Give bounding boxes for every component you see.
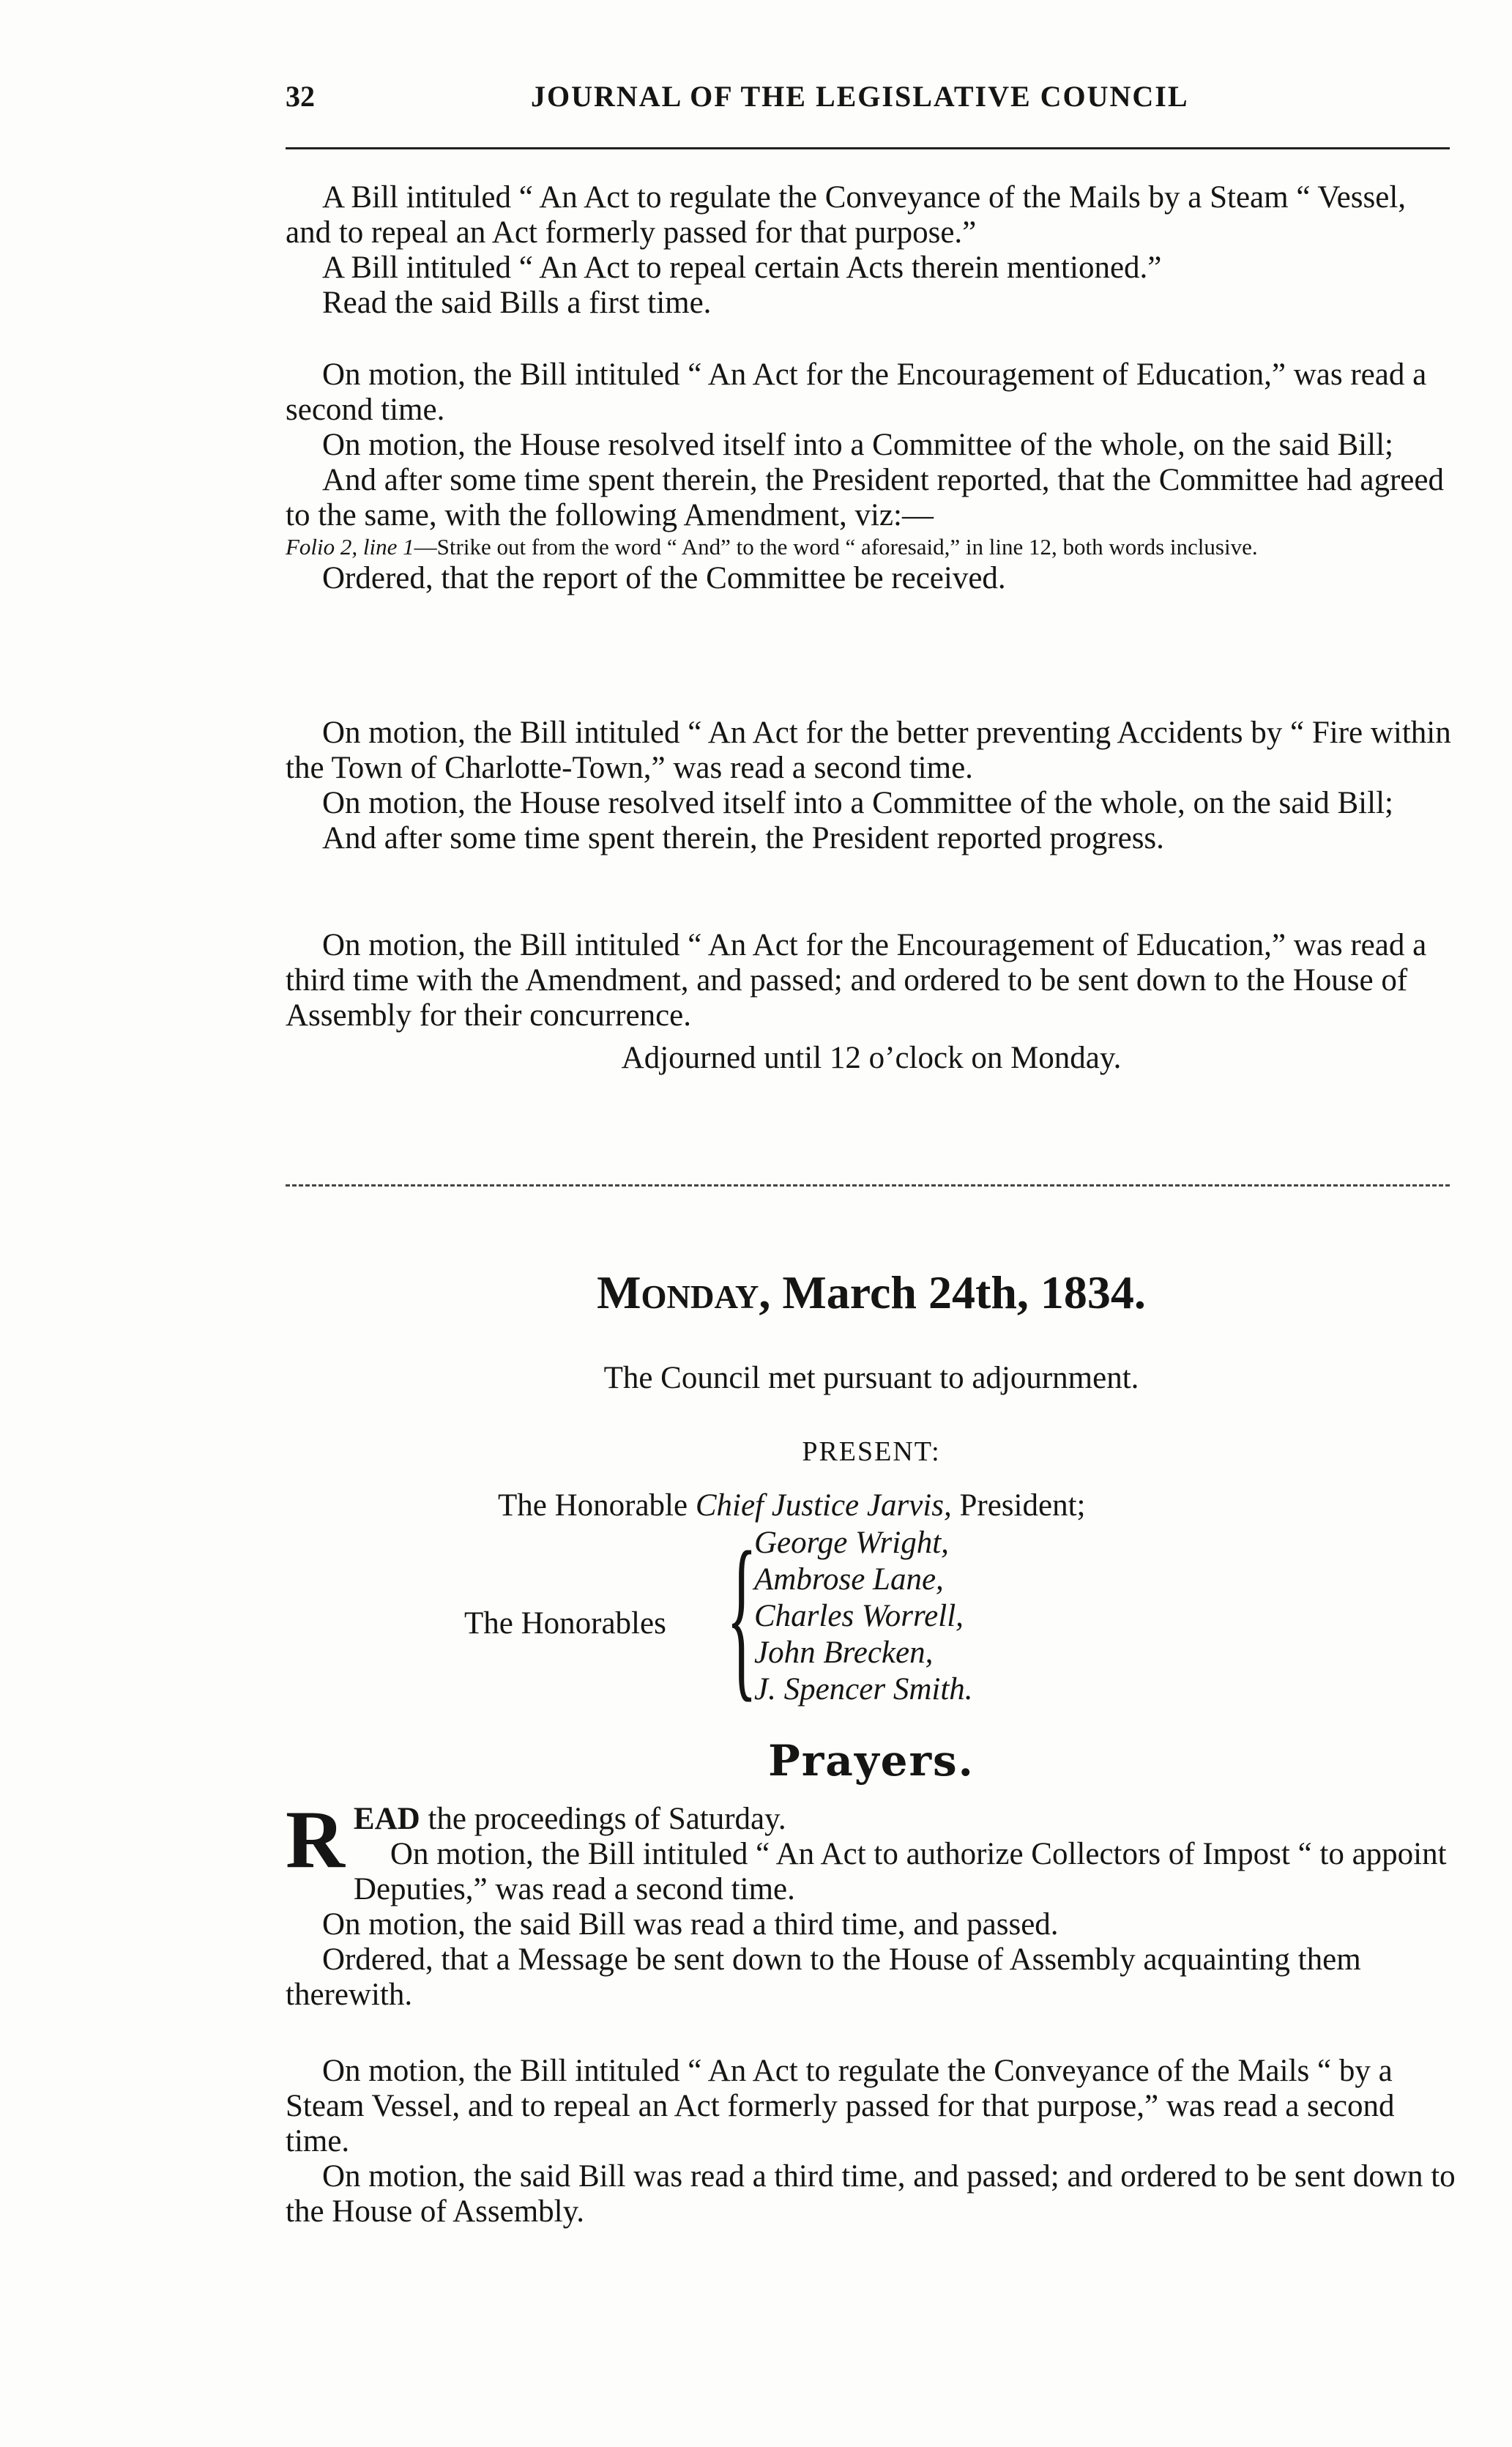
section-divider xyxy=(286,1184,1450,1187)
member-name: John Brecken, xyxy=(754,1635,934,1670)
paragraph: And after some time spent therein, the President reported, that the Committee had agreed to the same, with the following Amendment, viz:— xyxy=(286,463,1444,532)
education-bill-third-reading xyxy=(286,928,1457,1076)
journal-title: JOURNAL OF THE LEGISLATIVE COUNCIL xyxy=(531,80,1189,113)
education-bill-second-reading xyxy=(286,357,1457,596)
paragraph: On motion, the said Bill was read a third time, and passed. xyxy=(322,1907,1059,1942)
paragraph: On motion, the Bill intituled “ An Act to authorize Collectors of Impost “ to appoint Deputies,” was read a second time. xyxy=(353,1837,1447,1906)
running-head xyxy=(286,79,1450,123)
read-word: EAD xyxy=(353,1802,420,1836)
prayers-heading: Prayers. xyxy=(768,1736,975,1786)
paragraph: On motion, the Bill intituled “ An Act to regulate the Conveyance of the Mails “ by a Steam Vessel, and to repeal an Act formerly passed for that purpose,” was read a second time. xyxy=(286,2054,1395,2158)
bill-mails: A Bill intituled “ An Act to regulate the Conveyance of the Mails by a Steam “ Vessel, and to repeal an Act formerly passed for that purpose.” xyxy=(286,180,1407,250)
president-line xyxy=(286,1488,1457,1523)
page-number: 32 xyxy=(286,80,315,113)
member-name: J. Spencer Smith. xyxy=(754,1672,973,1707)
bill-repeal: A Bill intituled “ An Act to repeal certain Acts therein mentioned.” xyxy=(322,250,1162,285)
amendment-note xyxy=(286,533,1457,561)
president-name: Chief Justice Jarvis, xyxy=(695,1488,952,1523)
president-suffix: President; xyxy=(959,1488,1086,1523)
honorables-list xyxy=(286,1515,1457,1723)
president-prefix: The Honorable xyxy=(498,1488,688,1523)
paragraph: On motion, the House resolved itself into a Committee of the whole, on the said Bill; xyxy=(322,786,1393,820)
paragraph: On motion, the Bill intituled “ An Act for the better preventing Accidents by “ Fire within the Town of Charlotte-Town,” was read a second time. xyxy=(286,716,1451,785)
paragraph: On motion, the Bill intituled “ An Act for the Encouragement of Education,” was read a third time with the Amendment, and passed; and ordered to be sent down to the House of Assembly for their concurrence. xyxy=(286,928,1427,1033)
header-rule xyxy=(286,147,1450,149)
member-name: George Wright, xyxy=(754,1526,949,1560)
council-met: The Council met pursuant to adjournment. xyxy=(603,1361,1139,1395)
member-name: Ambrose Lane, xyxy=(754,1562,944,1597)
monday-proceedings xyxy=(286,1794,1457,2013)
adjourned-line: Adjourned until 12 o’clock on Monday. xyxy=(621,1041,1122,1075)
mails-bill xyxy=(286,2054,1457,2229)
paragraph: On motion, the Bill intituled “ An Act for the Encouragement of Education,” was read a second time. xyxy=(286,357,1427,427)
paragraph: On motion, the said Bill was read a third time, and passed; and ordered to be sent down to the House of Assembly. xyxy=(286,2159,1456,2229)
honorables-label: The Honorables xyxy=(464,1606,666,1641)
present-label: PRESENT: xyxy=(802,1436,941,1467)
read-rest: the proceedings of Saturday. xyxy=(428,1802,786,1836)
paragraph: And after some time spent therein, the President reported progress. xyxy=(322,821,1164,855)
paragraph: On motion, the House resolved itself into a Committee of the whole, on the said Bill; xyxy=(322,428,1393,462)
bills-introduced xyxy=(286,180,1457,321)
paragraph: Ordered, that a Message be sent down to the House of Assembly acquainting them therewith. xyxy=(286,1942,1361,2012)
amendment-text: —Strike out from the word “ And” to the word “ aforesaid,” in line 12, both words inclusive. xyxy=(414,534,1258,560)
honorables-names xyxy=(754,1525,973,1708)
drop-cap: R xyxy=(286,1794,345,1885)
paragraph: Ordered, that the report of the Committee be received. xyxy=(322,561,1006,595)
folio-ref: Folio 2, line 1 xyxy=(286,534,414,560)
fire-bill xyxy=(286,716,1457,856)
brace: { xyxy=(726,1515,757,1718)
date-heading xyxy=(286,1266,1457,1320)
first-reading: Read the said Bills a first time. xyxy=(322,286,712,320)
date: March 24th, 1834. xyxy=(782,1266,1146,1318)
member-name: Charles Worrell, xyxy=(754,1599,964,1633)
weekday: Monday, xyxy=(597,1266,771,1318)
